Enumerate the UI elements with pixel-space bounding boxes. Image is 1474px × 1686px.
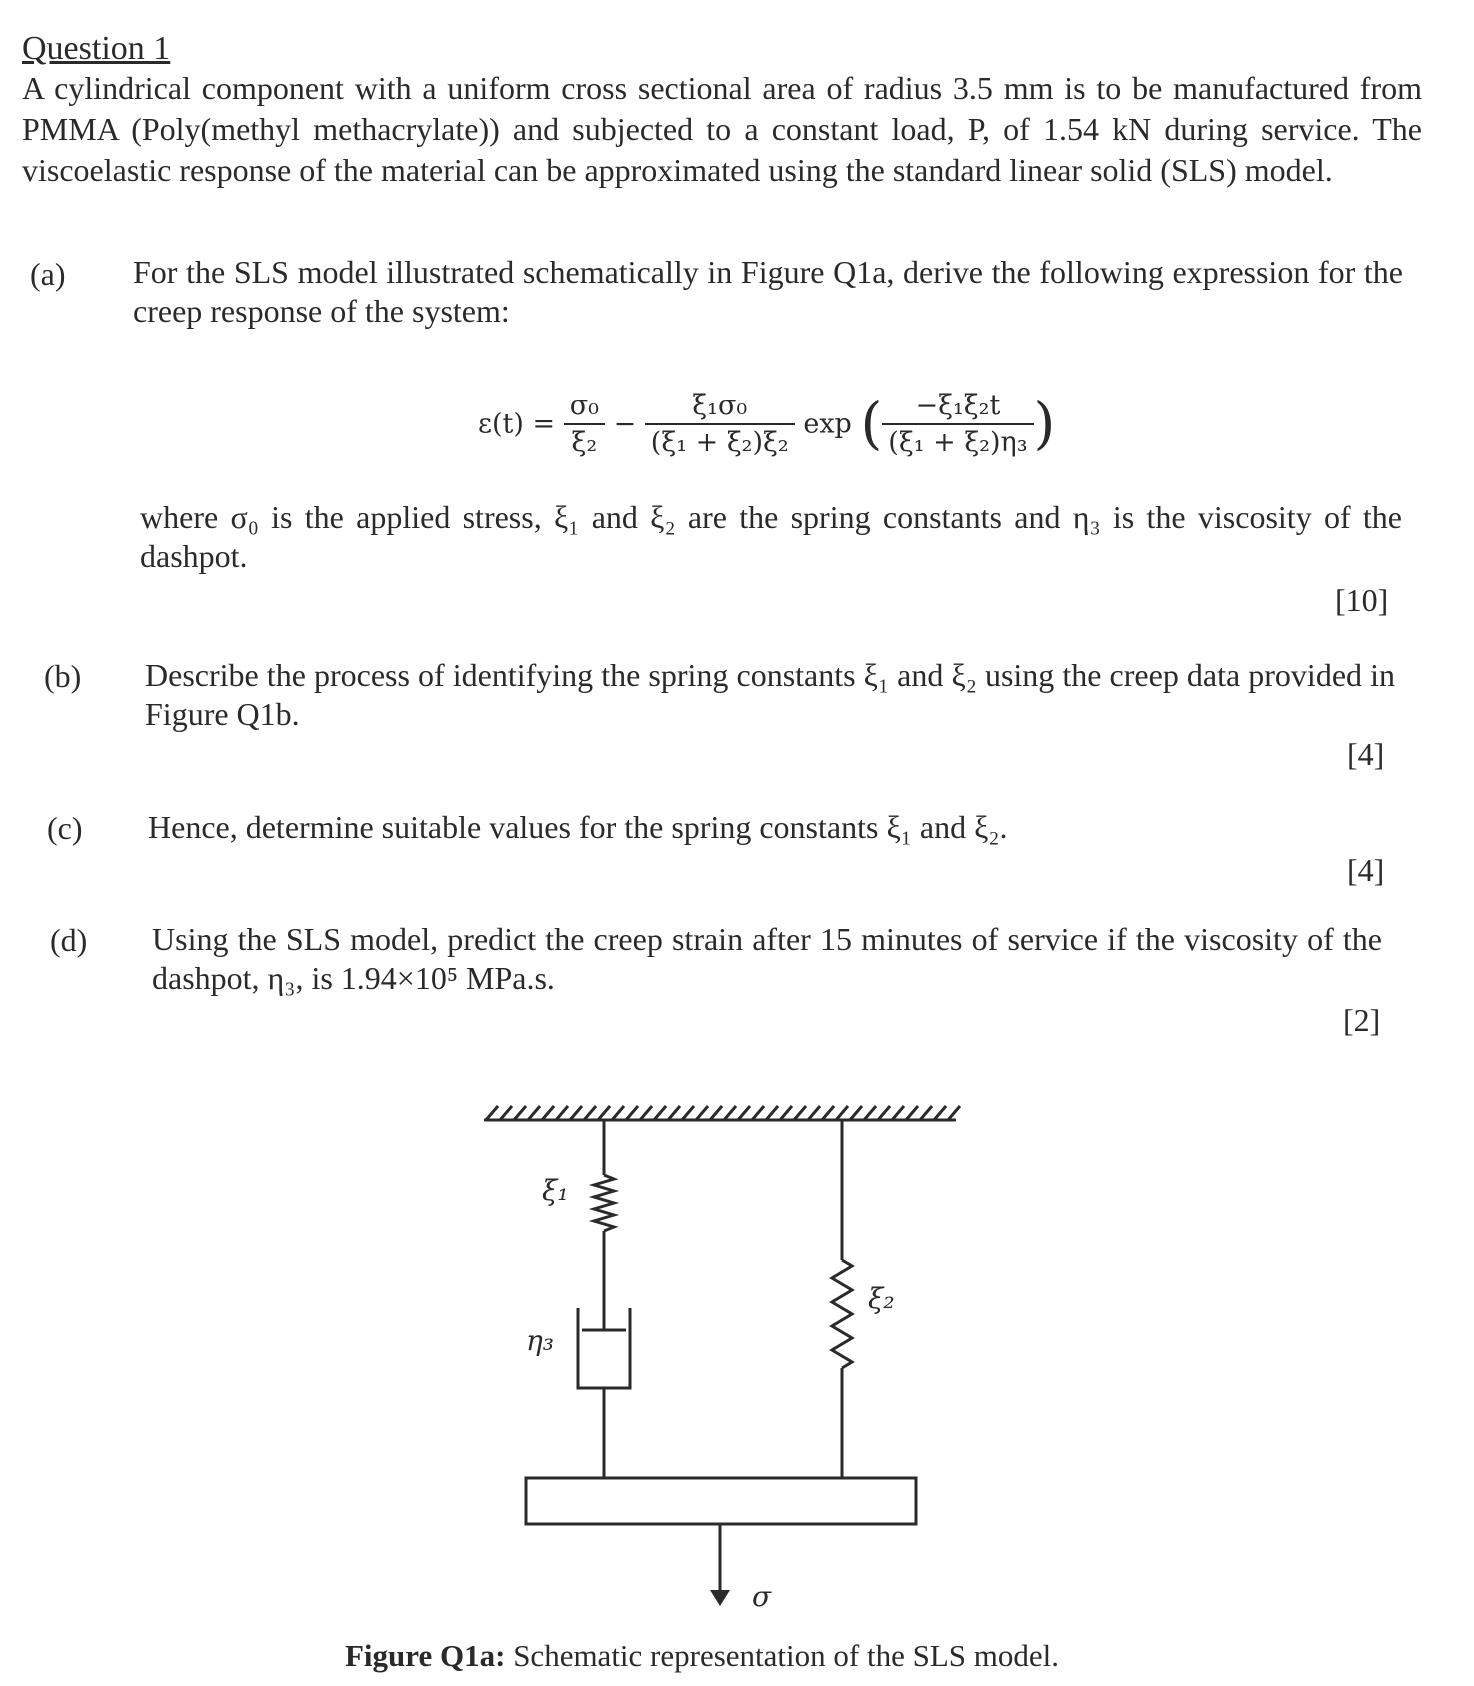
part-a-text: For the SLS model illustrated schematically in Figure Q1a, derive the following expression for the creep response of the system:: [133, 254, 1403, 329]
part-c-label: (c): [47, 810, 83, 846]
equation-exp: exp: [803, 408, 852, 440]
left-branch: [578, 1120, 630, 1478]
label-xi2: ξ₂: [868, 1282, 895, 1315]
part-c-marks: [4]: [1347, 852, 1385, 888]
term2-numerator: ξ₁σ₀: [645, 390, 795, 425]
fixed-wall: [484, 1106, 960, 1120]
exp-argument: [882, 390, 1033, 458]
creep-equation: [478, 390, 1055, 458]
question-intro: A cylindrical component with a uniform cross sectional area of radius 3.5 mm is to be manufactured from PMMA (Poly(methyl methacrylate)) and subjected to a constant load, P, of 1.54 kN during service. The viscoelastic response of the material can be approximated using the standard linear solid (SLS) model.: [22, 70, 1422, 188]
exp-numerator: −ξ₁ξ₂t: [882, 390, 1033, 425]
label-eta3: η₃: [526, 1324, 554, 1357]
label-sigma: σ: [752, 1580, 772, 1613]
part-a-marks: [10]: [1335, 582, 1389, 618]
right-paren: ): [1033, 391, 1056, 457]
term1-denominator: ξ₂: [571, 427, 598, 458]
part-a-where: where σ₀ is the applied stress, ξ₁ and ξ₂ are the spring constants and η₃ is the viscosity of the dashpot.: [140, 499, 1402, 574]
wall-hatching: [486, 1106, 960, 1120]
part-d-label: (d): [50, 922, 88, 958]
spring-xi2: [832, 1260, 852, 1368]
term1-numerator: σ₀: [564, 390, 605, 425]
left-paren: (: [860, 391, 883, 457]
term2-denominator: (ξ₁ + ξ₂)ξ₂: [650, 427, 789, 458]
part-b-marks: [4]: [1347, 736, 1385, 772]
sls-schematic: [470, 1090, 990, 1630]
spring-xi1: [594, 1175, 614, 1231]
load-arrow: [710, 1524, 730, 1606]
part-b-label: (b): [44, 658, 82, 694]
question-title: Question 1: [22, 30, 171, 67]
figure-caption-label: Figure Q1a:: [345, 1638, 506, 1673]
exp-denominator: (ξ₁ + ξ₂)η₃: [888, 427, 1028, 458]
right-branch: [832, 1120, 852, 1478]
equation-term1: [564, 390, 605, 458]
label-xi1: ξ₁: [542, 1174, 569, 1207]
part-d-text: Using the SLS model, predict the creep strain after 15 minutes of service if the viscosity of the dashpot, η₃, is 1.94×10⁵ MPa.s.: [152, 921, 1382, 996]
part-a-label: (a): [30, 256, 66, 292]
equation-minus: −: [613, 408, 637, 440]
load-plate: [526, 1478, 916, 1524]
figure-caption: [345, 1638, 1059, 1674]
part-d-marks: [2]: [1343, 1002, 1381, 1038]
part-b-text: Describe the process of identifying the spring constants ξ₁ and ξ₂ using the creep data provided in Figure Q1b.: [145, 657, 1395, 732]
equation-term2: [645, 390, 795, 458]
equation-lhs: ε(t) =: [478, 408, 556, 440]
part-c-text: Hence, determine suitable values for the spring constants ξ₁ and ξ₂.: [148, 809, 1008, 845]
figure-caption-text: Schematic representation of the SLS model.: [505, 1638, 1059, 1673]
